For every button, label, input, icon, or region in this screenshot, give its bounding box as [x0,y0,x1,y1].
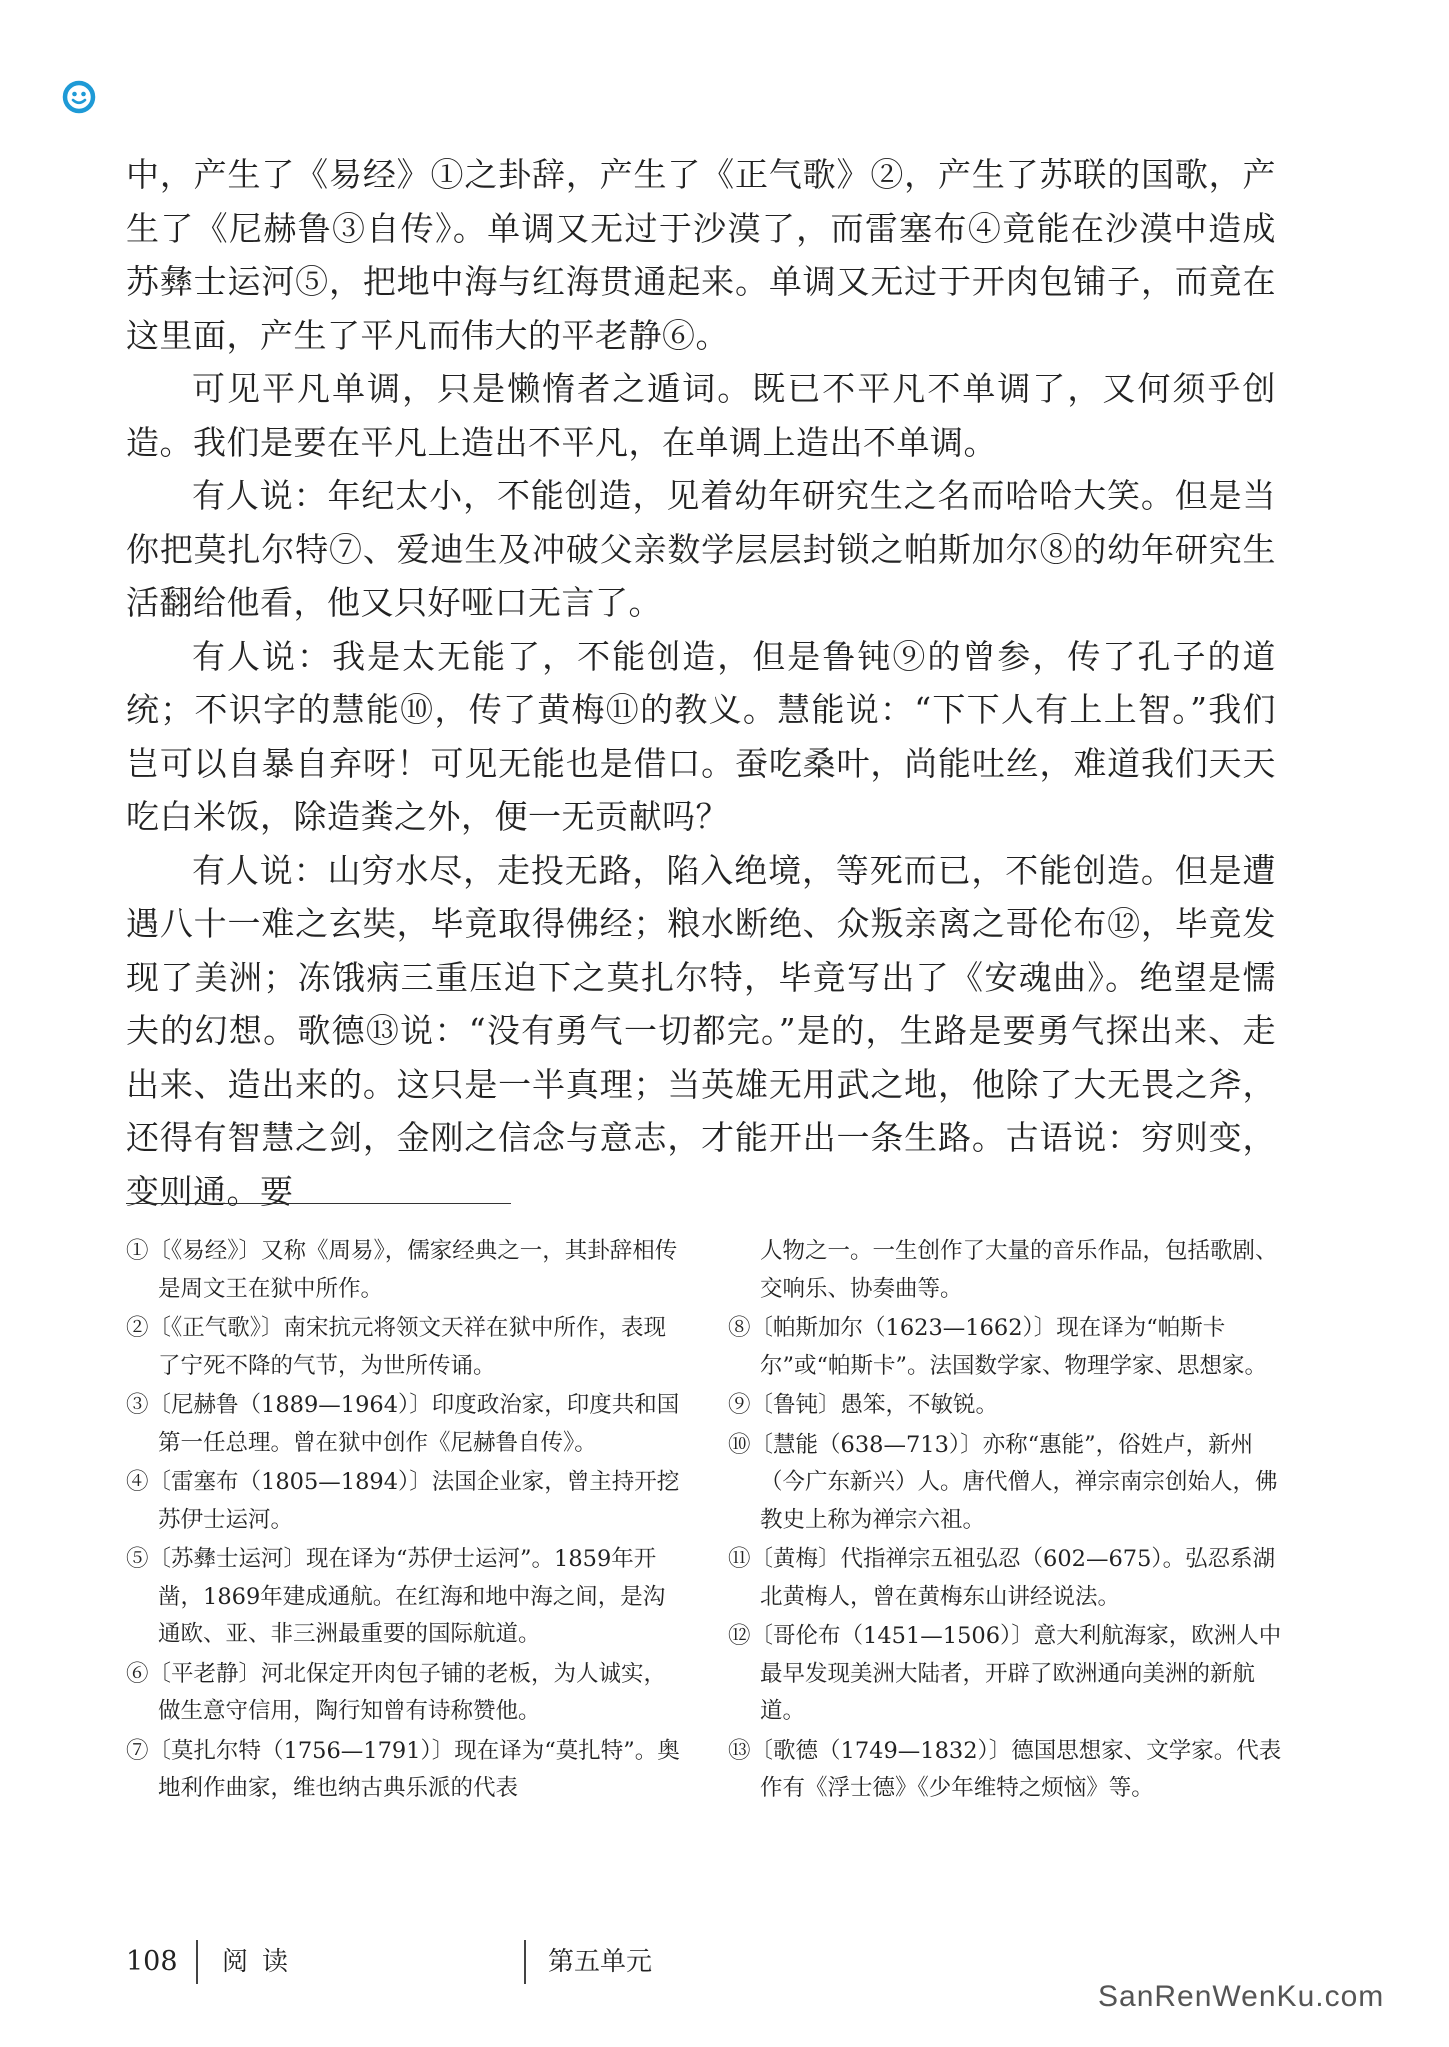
footer-separator-left [196,1940,198,1984]
paragraph-4: 有人说：我是太无能了，不能创造，但是鲁钝⑨的曾参，传了孔子的道统；不识字的慧能⑩，传了黄梅⑪的教义。慧能说：“下下人有上上智。”我们岂可以自暴自弃呀！可见无能也是借口。蚕吃桑叶，尚能吐丝，难道我们天天吃白米饭，除造粪之外，便一无贡献吗？ [126,636,1276,836]
footnote-10: ⑩〔慧能（638—713）〕亦称“惠能”，俗姓卢，新州（今广东新兴）人。唐代僧人，禅宗南宗创始人，佛教史上称为禅宗六祖。 [728,1431,1278,1533]
footnote-7: ⑦〔莫扎尔特（1756—1791）〕现在译为“莫扎特”。奥地利作曲家，维也纳古典乐派的代表 [126,1737,680,1801]
footnote-2: ②〔《正气歌》〕南宋抗元将领文天祥在狱中所作，表现了宁死不降的气节，为世所传诵。 [126,1315,667,1379]
footnote-4: ④〔雷塞布（1805—1894）〕法国企业家，曾主持开挖苏伊士运河。 [126,1469,680,1533]
section-label: 阅读 [222,1947,303,1977]
footer-separator-right [524,1940,526,1984]
paragraph-5: 有人说：山穷水尽，走投无路，陷入绝境，等死而已，不能创造。但是遭遇八十一难之玄奘，毕竟取得佛经；粮水断绝、众叛亲离之哥伦布⑫，毕竟发现了美洲；冻饿病三重压迫下之莫扎尔特，毕竟写出了《安魂曲》。绝望是懦夫的幻想。歌德⑬说：“没有勇气一切都完。”是的，生路是要勇气探出来、走出来、造出来的。这只是一半真理；当英雄无用武之地，他除了大无畏之斧，还得有智慧之剑，金刚之信念与意志，才能开出一条生路。古语说：穷则变，变则通。要 [126,850,1276,1211]
footnote-13: ⑬〔歌德（1749—1832）〕德国思想家、文学家。代表作有《浮士德》《少年维特之烦恼》等。 [728,1737,1282,1801]
paragraph-3: 有人说：年纪太小，不能创造，见着幼年研究生之名而哈哈大笑。但是当你把莫扎尔特⑦、爱迪生及冲破父亲数学层层封锁之帕斯加尔⑧的幼年研究生活翻给他看，他又只好哑口无言了。 [126,476,1276,622]
footnote-1: ①〔《易经》〕又称《周易》，儒家经典之一，其卦辞相传是周文王在狱中所作。 [126,1238,678,1302]
paragraph-1: 中，产生了《易经》①之卦辞，产生了《正气歌》②，产生了苏联的国歌，产生了《尼赫鲁③自传》。单调又无过于沙漠了，而雷塞布④竟能在沙漠中造成苏彝士运河⑤，把地中海与红海贯通起来。单调又无过于开肉包铺子，而竟在这里面，产生了平凡而伟大的平老静⑥。 [126,155,1276,355]
footnotes-right-column [728,1233,1284,1810]
footnote-3: ③〔尼赫鲁（1889—1964）〕印度政治家，印度共和国第一任总理。曾在狱中创作《尼赫鲁自传》。 [126,1392,680,1456]
footnote-8: ⑧〔帕斯加尔（1623—1662）〕现在译为“帕斯卡尔”或“帕斯卡”。法国数学家、物理学家、思想家。 [728,1315,1268,1379]
footnote-7-continued: 人物之一。一生创作了大量的音乐作品，包括歌剧、交响乐、协奏曲等。 [760,1238,1278,1302]
page-number: 108 [126,1946,178,1977]
footnote-11: ⑪〔黄梅〕代指禅宗五祖弘忍（602—675）。弘忍系湖北黄梅人，曾在黄梅东山讲经说法。 [728,1546,1276,1610]
footnote-9: ⑨〔鲁钝〕愚笨，不敏锐。 [728,1392,999,1418]
footnotes-left-column [126,1233,682,1810]
unit-label: 第五单元 [548,1947,653,1977]
footnote-5: ⑤〔苏彝士运河〕现在译为“苏伊士运河”。1859年开凿，1869年建成通航。在红海和地中海之间，是沟通欧、亚、非三洲最重要的国际航道。 [126,1546,666,1647]
footnote-divider [126,1203,511,1204]
footnote-6: ⑥〔平老静〕河北保定开肉包子铺的老板，为人诚实，做生意守信用，陶行知曾有诗称赞他。 [126,1660,667,1724]
main-body-text [126,148,1276,1218]
footnote-12: ⑫〔哥伦布（1451—1506）〕意大利航海家，欧洲人中最早发现美洲大陆者，开辟了欧洲通向美洲的新航道。 [728,1623,1282,1724]
paragraph-2: 可见平凡单调，只是懒惰者之遁词。既已不平凡不单调了，又何须乎创造。我们是要在平凡上造出不平凡，在单调上造出不单调。 [126,369,1276,462]
watermark: SanRenWenKu.com [1098,1980,1385,2013]
smiley-icon [62,80,96,114]
